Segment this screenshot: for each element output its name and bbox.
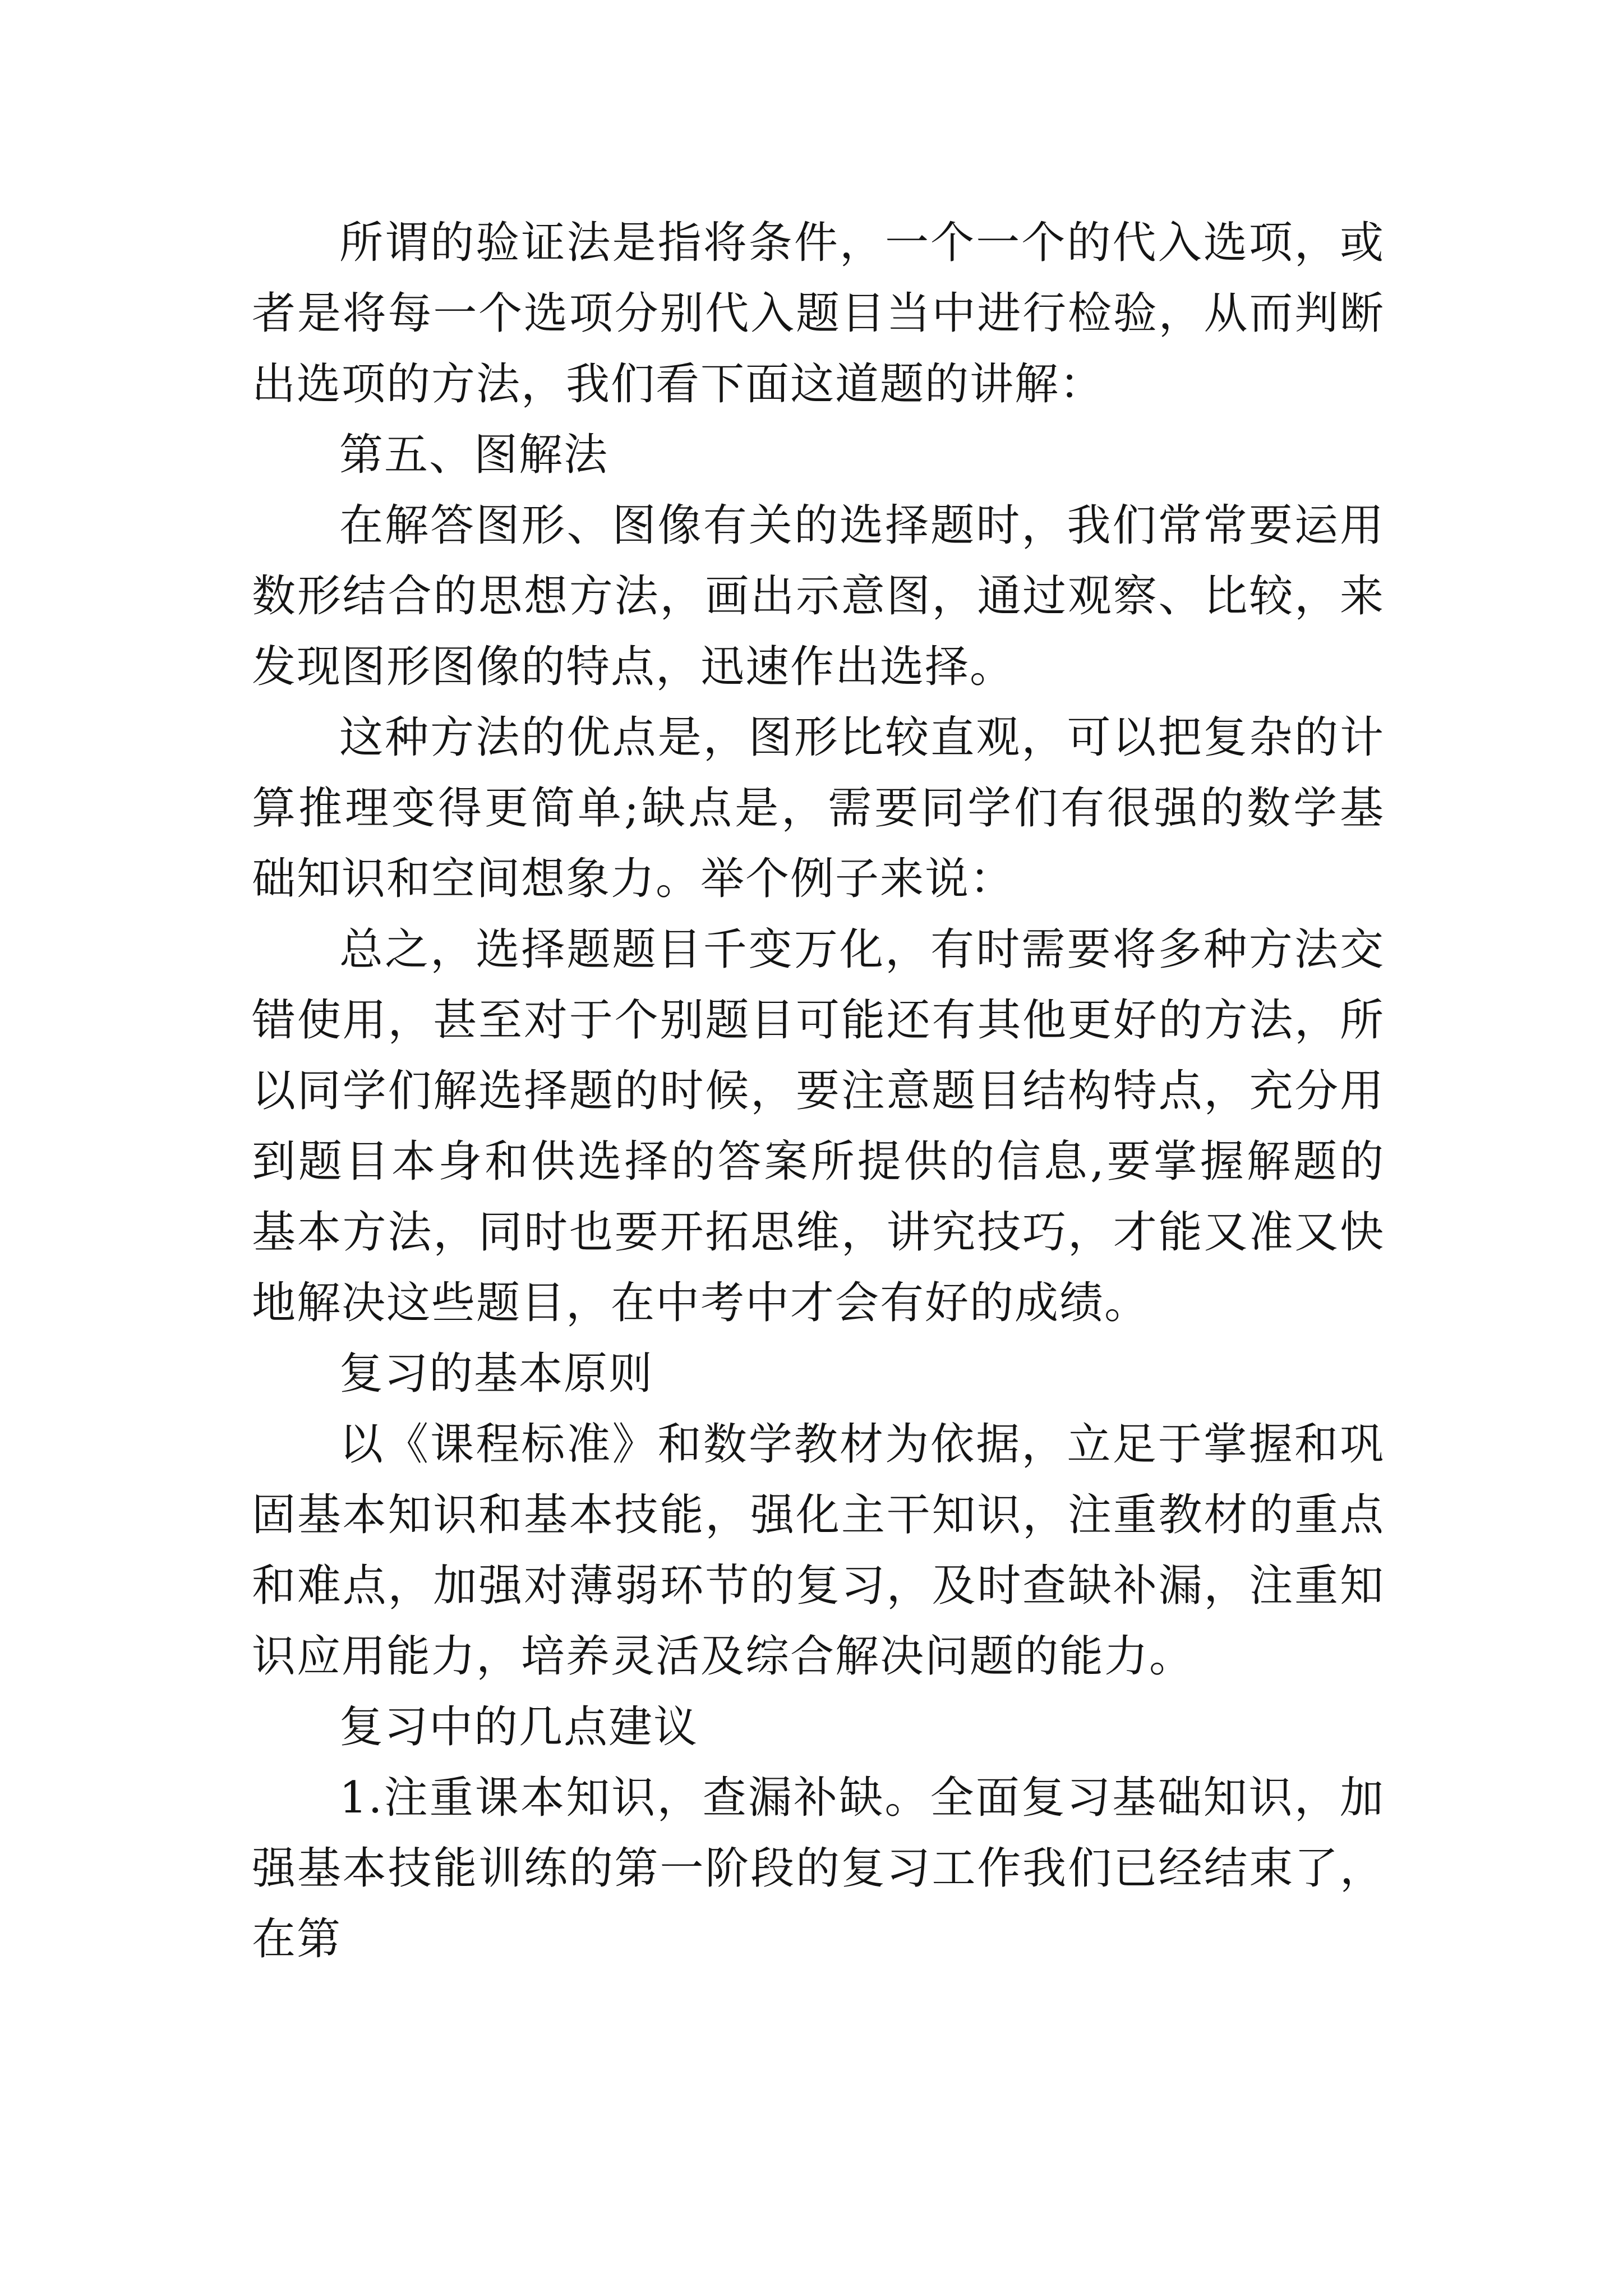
paragraph-review-principles: 以《课程标准》和数学教材为依据，立足于掌握和巩固基本知识和基本技能，强化主干知识，注重教材的重点和难点，加强对薄弱环节的复习，及时查缺补漏，注重知识应用能力，培养灵活及综合解决问题的能力。 bbox=[252, 1419, 1385, 1682]
document-body bbox=[252, 208, 1385, 1975]
paragraph-verification-method: 所谓的验证法是指将条件，一个一个的代入选项，或者是将每一个选项分别代入题目当中进行检验，从而判断出选项的方法，我们看下面这道题的讲解： bbox=[252, 218, 1385, 409]
heading-review-principles: 复习的基本原则 bbox=[339, 1349, 654, 1399]
heading-review-suggestions: 复习中的几点建议 bbox=[339, 1702, 699, 1752]
paragraph-suggestion-1: 1.注重课本知识，查漏补缺。全面复习基础知识，加强基本技能训练的第一阶段的复习工作我们已经结束了，在第 bbox=[252, 1773, 1385, 1964]
paragraph-pros-cons: 这种方法的优点是，图形比较直观，可以把复杂的计算推理变得更简单;缺点是，需要同学们有很强的数学基础知识和空间想象力。举个例子来说： bbox=[252, 712, 1385, 904]
paragraph-summary: 总之，选择题题目千变万化，有时需要将多种方法交错使用，甚至对于个别题目可能还有其他更好的方法，所以同学们解选择题的时候，要注意题目结构特点，充分用到题目本身和供选择的答案所提供的信息,要掌握解题的基本方法，同时也要开拓思维，讲究技巧，才能又准又快地解决这些题目，在中考中才会有好的成绩。 bbox=[252, 924, 1385, 1328]
heading-graphical-method: 第五、图解法 bbox=[339, 430, 609, 480]
paragraph-graphical-method: 在解答图形、图像有关的选择题时，我们常常要运用数形结合的思想方法，画出示意图，通过观察、比较，来发现图形图像的特点，迅速作出选择。 bbox=[252, 500, 1385, 692]
